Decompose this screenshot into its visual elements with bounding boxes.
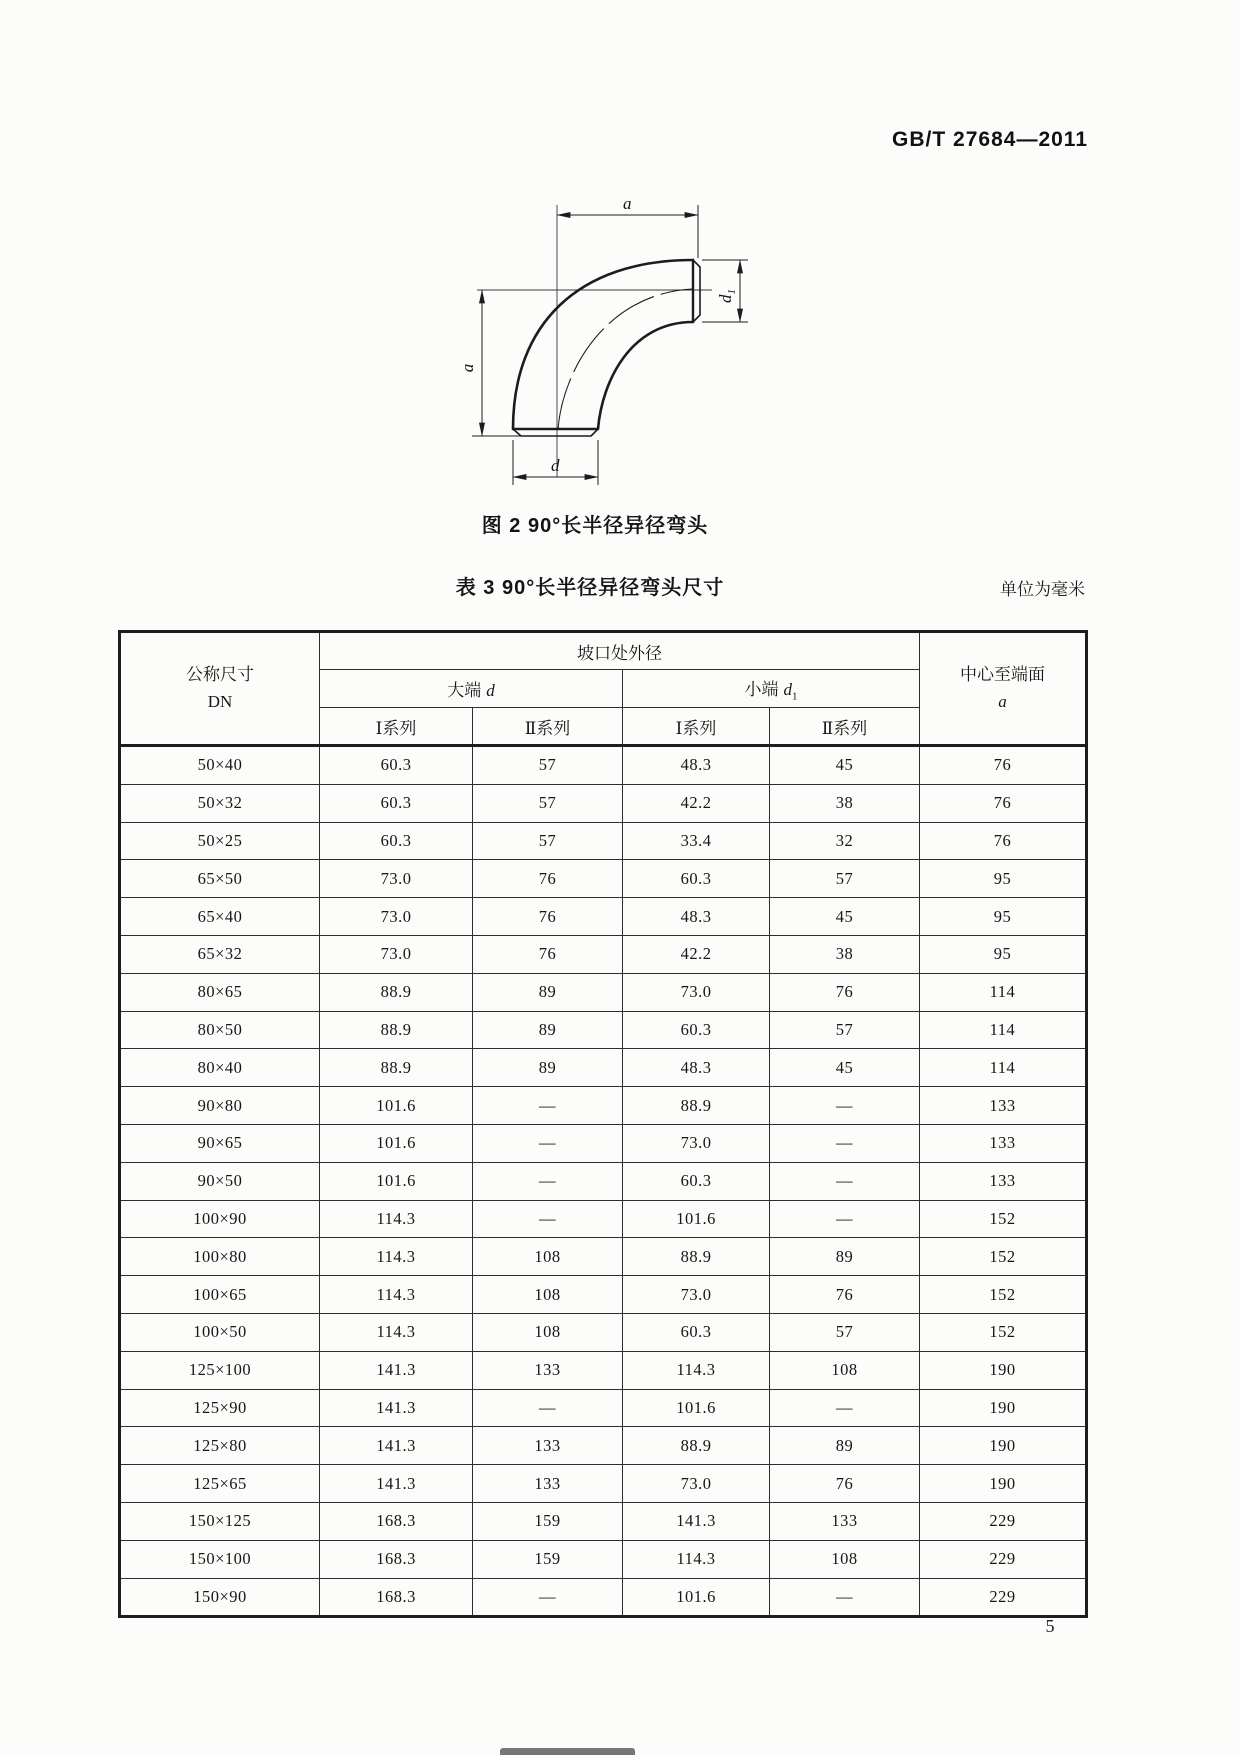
value-cell: 168.3 bbox=[320, 1540, 473, 1578]
value-cell: 88.9 bbox=[320, 1011, 473, 1049]
value-cell: 33.4 bbox=[623, 822, 770, 860]
table-row bbox=[120, 784, 1087, 822]
table-row bbox=[120, 1162, 1087, 1200]
value-cell: — bbox=[770, 1578, 920, 1617]
dn-cell: 125×65 bbox=[120, 1465, 320, 1503]
value-cell: 60.3 bbox=[623, 1162, 770, 1200]
dn-cell: 50×25 bbox=[120, 822, 320, 860]
value-cell: 108 bbox=[770, 1351, 920, 1389]
table-row bbox=[120, 1200, 1087, 1238]
value-cell: 133 bbox=[473, 1465, 623, 1503]
value-cell: 133 bbox=[770, 1502, 920, 1540]
value-cell: 108 bbox=[770, 1540, 920, 1578]
table-row bbox=[120, 746, 1087, 785]
value-cell: 101.6 bbox=[623, 1578, 770, 1617]
table-row bbox=[120, 1276, 1087, 1314]
value-cell: 141.3 bbox=[320, 1351, 473, 1389]
value-cell: 101.6 bbox=[320, 1124, 473, 1162]
dn-cell: 80×65 bbox=[120, 973, 320, 1011]
table-row bbox=[120, 860, 1087, 898]
value-cell: 76 bbox=[920, 784, 1087, 822]
value-cell: 89 bbox=[770, 1427, 920, 1465]
value-cell: 159 bbox=[473, 1540, 623, 1578]
value-cell: 141.3 bbox=[320, 1389, 473, 1427]
figure-drawing bbox=[410, 172, 810, 502]
value-cell: — bbox=[473, 1578, 623, 1617]
value-cell: 152 bbox=[920, 1313, 1087, 1351]
value-cell: — bbox=[473, 1087, 623, 1125]
value-cell: 38 bbox=[770, 935, 920, 973]
value-cell: 101.6 bbox=[320, 1087, 473, 1125]
elbow-body bbox=[513, 260, 700, 436]
header-groove-od: 坡口处外径 bbox=[320, 632, 920, 670]
table-row bbox=[120, 1011, 1087, 1049]
value-cell: 57 bbox=[473, 784, 623, 822]
value-cell: 57 bbox=[473, 822, 623, 860]
elbow-inner-curve bbox=[598, 322, 693, 429]
value-cell: 42.2 bbox=[623, 935, 770, 973]
value-cell: 60.3 bbox=[320, 822, 473, 860]
value-cell: — bbox=[770, 1389, 920, 1427]
value-cell: 32 bbox=[770, 822, 920, 860]
value-cell: 45 bbox=[770, 746, 920, 785]
value-cell: — bbox=[473, 1124, 623, 1162]
dn-cell: 50×32 bbox=[120, 784, 320, 822]
value-cell: 42.2 bbox=[623, 784, 770, 822]
elbow-diagram bbox=[410, 172, 810, 502]
dn-cell: 90×80 bbox=[120, 1087, 320, 1125]
value-cell: 114 bbox=[920, 1011, 1087, 1049]
value-cell: 57 bbox=[770, 860, 920, 898]
value-cell: 45 bbox=[770, 1049, 920, 1087]
table-row bbox=[120, 1087, 1087, 1125]
table-row bbox=[120, 1389, 1087, 1427]
figure-caption: 图 2 90°长半径异径弯头 bbox=[481, 515, 709, 537]
value-cell: — bbox=[770, 1200, 920, 1238]
value-cell: 190 bbox=[920, 1427, 1087, 1465]
value-cell: 95 bbox=[920, 935, 1087, 973]
header-series-2: Ⅱ系列 bbox=[473, 708, 623, 746]
table-title: 表 3 90°长半径异径弯头尺寸 bbox=[455, 577, 725, 599]
value-cell: 141.3 bbox=[320, 1427, 473, 1465]
value-cell: 101.6 bbox=[623, 1200, 770, 1238]
header-series-1: Ⅰ系列 bbox=[320, 708, 473, 746]
dn-cell: 100×80 bbox=[120, 1238, 320, 1276]
value-cell: 108 bbox=[473, 1238, 623, 1276]
label-d-bottom: d bbox=[551, 456, 560, 475]
header-series-3: Ⅰ系列 bbox=[623, 708, 770, 746]
header-big-end: 大端 d bbox=[320, 670, 623, 708]
value-cell: 152 bbox=[920, 1276, 1087, 1314]
dn-cell: 65×32 bbox=[120, 935, 320, 973]
value-cell: 73.0 bbox=[320, 935, 473, 973]
value-cell: 88.9 bbox=[623, 1238, 770, 1276]
value-cell: — bbox=[770, 1087, 920, 1125]
dn-cell: 150×100 bbox=[120, 1540, 320, 1578]
dimensions-table bbox=[118, 630, 1088, 1618]
value-cell: 114.3 bbox=[320, 1276, 473, 1314]
table-row bbox=[120, 1124, 1087, 1162]
elbow-mid-line bbox=[558, 289, 692, 429]
value-cell: 190 bbox=[920, 1389, 1087, 1427]
table-row bbox=[120, 973, 1087, 1011]
value-cell: 141.3 bbox=[623, 1502, 770, 1540]
value-cell: 88.9 bbox=[623, 1087, 770, 1125]
value-cell: 133 bbox=[920, 1087, 1087, 1125]
value-cell: 60.3 bbox=[623, 1011, 770, 1049]
value-cell: 190 bbox=[920, 1465, 1087, 1503]
value-cell: 60.3 bbox=[623, 860, 770, 898]
dn-cell: 125×100 bbox=[120, 1351, 320, 1389]
value-cell: 73.0 bbox=[623, 1465, 770, 1503]
value-cell: 108 bbox=[473, 1313, 623, 1351]
value-cell: 152 bbox=[920, 1200, 1087, 1238]
value-cell: 38 bbox=[770, 784, 920, 822]
value-cell: 133 bbox=[920, 1124, 1087, 1162]
value-cell: 190 bbox=[920, 1351, 1087, 1389]
dn-cell: 90×50 bbox=[120, 1162, 320, 1200]
value-cell: 73.0 bbox=[623, 973, 770, 1011]
dn-cell: 80×50 bbox=[120, 1011, 320, 1049]
value-cell: 114 bbox=[920, 973, 1087, 1011]
unit-note: 单位为毫米 bbox=[1000, 580, 1085, 599]
dn-cell: 65×40 bbox=[120, 898, 320, 936]
dn-cell: 125×90 bbox=[120, 1389, 320, 1427]
table-row bbox=[120, 1540, 1087, 1578]
value-cell: 133 bbox=[473, 1351, 623, 1389]
value-cell: 76 bbox=[473, 860, 623, 898]
value-cell: 95 bbox=[920, 898, 1087, 936]
value-cell: 48.3 bbox=[623, 746, 770, 785]
value-cell: 89 bbox=[473, 973, 623, 1011]
value-cell: 76 bbox=[770, 1465, 920, 1503]
dn-cell: 50×40 bbox=[120, 746, 320, 785]
table-row bbox=[120, 1427, 1087, 1465]
value-cell: 76 bbox=[473, 935, 623, 973]
label-a-top: a bbox=[623, 194, 632, 213]
value-cell: 88.9 bbox=[320, 1049, 473, 1087]
table-row bbox=[120, 1578, 1087, 1617]
header-nominal-size: 公称尺寸 DN bbox=[120, 632, 320, 746]
header-center-to-end: 中心至端面 a bbox=[920, 632, 1087, 746]
value-cell: — bbox=[770, 1162, 920, 1200]
value-cell: 108 bbox=[473, 1276, 623, 1314]
label-d1-right: $d_1$ bbox=[716, 289, 738, 303]
value-cell: 114.3 bbox=[320, 1238, 473, 1276]
dn-cell: 65×50 bbox=[120, 860, 320, 898]
value-cell: 229 bbox=[920, 1502, 1087, 1540]
dn-cell: 100×90 bbox=[120, 1200, 320, 1238]
value-cell: 88.9 bbox=[320, 973, 473, 1011]
value-cell: 73.0 bbox=[320, 860, 473, 898]
table-row bbox=[120, 1313, 1087, 1351]
value-cell: — bbox=[770, 1124, 920, 1162]
value-cell: 101.6 bbox=[320, 1162, 473, 1200]
table-row bbox=[120, 1049, 1087, 1087]
standard-number: GB/T 27684—2011 bbox=[892, 128, 1088, 151]
value-cell: 57 bbox=[473, 746, 623, 785]
value-cell: 60.3 bbox=[623, 1313, 770, 1351]
scan-artifact bbox=[500, 1748, 635, 1755]
page-number: 5 bbox=[1045, 1616, 1055, 1636]
value-cell: 89 bbox=[473, 1011, 623, 1049]
label-a-left: a bbox=[458, 363, 477, 373]
value-cell: 152 bbox=[920, 1238, 1087, 1276]
value-cell: 76 bbox=[770, 973, 920, 1011]
header-row-1 bbox=[120, 632, 1087, 670]
table-row bbox=[120, 935, 1087, 973]
table-row bbox=[120, 1502, 1087, 1540]
value-cell: 73.0 bbox=[623, 1276, 770, 1314]
value-cell: 76 bbox=[473, 898, 623, 936]
dn-cell: 150×125 bbox=[120, 1502, 320, 1540]
value-cell: 45 bbox=[770, 898, 920, 936]
dn-cell: 80×40 bbox=[120, 1049, 320, 1087]
value-cell: 89 bbox=[770, 1238, 920, 1276]
value-cell: 114.3 bbox=[320, 1200, 473, 1238]
value-cell: 76 bbox=[770, 1276, 920, 1314]
header-small-end: 小端 $d_1$ bbox=[623, 670, 920, 708]
dn-cell: 90×65 bbox=[120, 1124, 320, 1162]
value-cell: — bbox=[473, 1162, 623, 1200]
value-cell: 168.3 bbox=[320, 1578, 473, 1617]
dn-cell: 100×50 bbox=[120, 1313, 320, 1351]
value-cell: 89 bbox=[473, 1049, 623, 1087]
value-cell: — bbox=[473, 1200, 623, 1238]
header-series-4: Ⅱ系列 bbox=[770, 708, 920, 746]
value-cell: 114.3 bbox=[623, 1540, 770, 1578]
dimension-d1-right bbox=[702, 260, 748, 322]
value-cell: 168.3 bbox=[320, 1502, 473, 1540]
dn-cell: 150×90 bbox=[120, 1578, 320, 1617]
value-cell: 95 bbox=[920, 860, 1087, 898]
value-cell: 88.9 bbox=[623, 1427, 770, 1465]
value-cell: 60.3 bbox=[320, 746, 473, 785]
dn-cell: 125×80 bbox=[120, 1427, 320, 1465]
table-row bbox=[120, 898, 1087, 936]
value-cell: 73.0 bbox=[320, 898, 473, 936]
value-cell: 73.0 bbox=[623, 1124, 770, 1162]
table-row bbox=[120, 1351, 1087, 1389]
table-row bbox=[120, 1465, 1087, 1503]
table-row bbox=[120, 822, 1087, 860]
value-cell: 114.3 bbox=[320, 1313, 473, 1351]
value-cell: 114.3 bbox=[623, 1351, 770, 1389]
value-cell: 133 bbox=[473, 1427, 623, 1465]
table-row bbox=[120, 1238, 1087, 1276]
value-cell: 57 bbox=[770, 1313, 920, 1351]
value-cell: 48.3 bbox=[623, 898, 770, 936]
value-cell: 133 bbox=[920, 1162, 1087, 1200]
value-cell: — bbox=[473, 1389, 623, 1427]
value-cell: 76 bbox=[920, 822, 1087, 860]
value-cell: 57 bbox=[770, 1011, 920, 1049]
dn-cell: 100×65 bbox=[120, 1276, 320, 1314]
value-cell: 141.3 bbox=[320, 1465, 473, 1503]
value-cell: 229 bbox=[920, 1540, 1087, 1578]
value-cell: 229 bbox=[920, 1578, 1087, 1617]
value-cell: 76 bbox=[920, 746, 1087, 785]
value-cell: 101.6 bbox=[623, 1389, 770, 1427]
table-body bbox=[120, 746, 1087, 1617]
value-cell: 159 bbox=[473, 1502, 623, 1540]
value-cell: 114 bbox=[920, 1049, 1087, 1087]
value-cell: 48.3 bbox=[623, 1049, 770, 1087]
value-cell: 60.3 bbox=[320, 784, 473, 822]
